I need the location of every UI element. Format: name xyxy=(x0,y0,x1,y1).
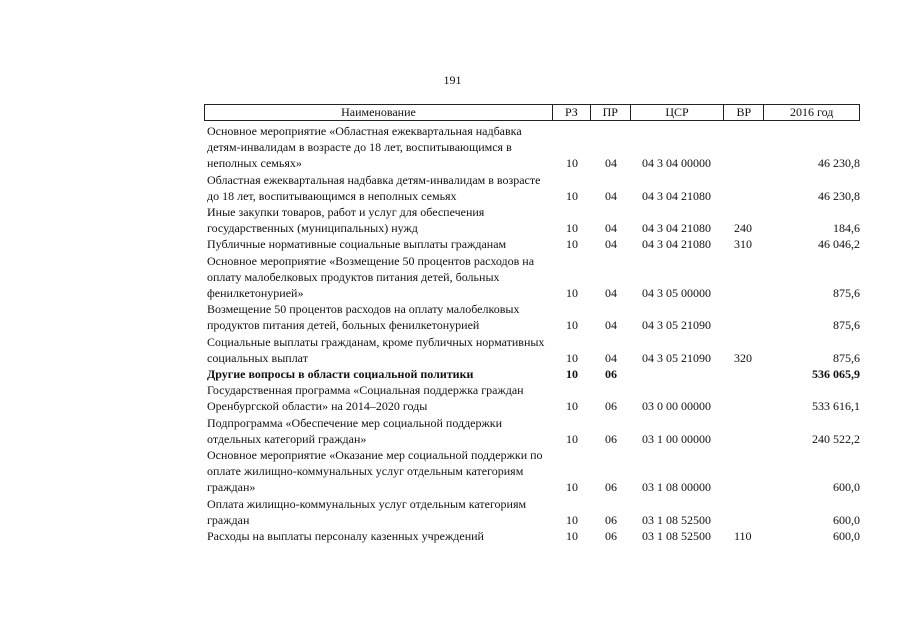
header-name: Наименование xyxy=(205,105,553,120)
table-row xyxy=(207,301,860,333)
row-name: Иные закупки товаров, работ и услуг для обеспечения государственных (муниципальных) нужд xyxy=(207,205,485,236)
row-amount: 875,6 xyxy=(833,286,860,301)
header-csr: ЦСР xyxy=(631,105,725,120)
header-year: 2016 год xyxy=(789,105,834,119)
row-rz: 10 xyxy=(566,367,578,382)
row-amount: 240 522,2 xyxy=(812,431,860,446)
table-row xyxy=(207,415,860,447)
row-rz: 10 xyxy=(566,286,578,301)
row-amount: 600,0 xyxy=(833,529,860,544)
row-name: Основное мероприятие «Областная ежеквартальная надбавка детям-инвалидам в возрасте до 18 лет, воспитывающимся в неполных семьях» xyxy=(207,124,522,171)
row-pr: 04 xyxy=(605,188,617,203)
row-name: Публичные нормативные социальные выплаты гражданам xyxy=(207,237,507,252)
table-row-section-total xyxy=(207,366,860,382)
row-pr: 04 xyxy=(605,237,617,252)
row-pr: 04 xyxy=(605,350,617,365)
row-name: Основное мероприятие «Возмещение 50 процентов расходов на оплату малобелковых продуктов питания детей, больных фенилкетонурией» xyxy=(207,253,535,301)
header-rz: РЗ xyxy=(553,105,591,120)
row-csr: 04 3 04 21080 xyxy=(642,221,711,236)
row-name: Основное мероприятие «Оказание мер социальной поддержки по оплате жилищно-коммунальных услуг отдельным категориям граждан» xyxy=(207,448,543,495)
row-rz: 10 xyxy=(566,221,578,236)
row-pr: 04 xyxy=(605,221,617,236)
table-row xyxy=(207,253,860,302)
row-rz: 10 xyxy=(566,480,578,495)
table-body xyxy=(207,123,860,544)
row-pr: 04 xyxy=(605,286,617,301)
table-row xyxy=(207,334,860,366)
row-pr: 06 xyxy=(605,431,617,446)
row-amount: 46 046,2 xyxy=(818,237,860,252)
row-amount: 46 230,8 xyxy=(818,156,860,171)
row-amount: 533 616,1 xyxy=(812,399,860,414)
row-amount: 536 065,9 xyxy=(812,367,860,382)
row-name: Государственная программа «Социальная поддержка граждан Оренбургской области» на 2014–2020 годы xyxy=(207,383,524,414)
row-csr: 03 1 00 00000 xyxy=(642,431,711,446)
row-name: Социальные выплаты гражданам, кроме публичных нормативных социальных выплат xyxy=(207,334,545,365)
row-csr: 04 3 04 21080 xyxy=(642,237,711,252)
row-rz: 10 xyxy=(566,399,578,414)
row-amount: 875,6 xyxy=(833,350,860,365)
table-row xyxy=(207,236,860,252)
page-number: 191 xyxy=(443,73,462,87)
row-name: Подпрограмма «Обеспечение мер социальной поддержки отдельных категорий граждан» xyxy=(207,415,503,446)
table-row xyxy=(207,204,860,236)
row-vr: 320 xyxy=(734,350,752,365)
row-pr: 06 xyxy=(605,512,617,527)
row-csr: 04 3 04 21080 xyxy=(642,188,711,203)
row-rz: 10 xyxy=(566,237,578,252)
row-rz: 10 xyxy=(566,156,578,171)
row-pr: 06 xyxy=(605,480,617,495)
row-vr: 240 xyxy=(734,221,752,236)
row-csr: 04 3 05 00000 xyxy=(642,286,711,301)
row-csr: 03 0 00 00000 xyxy=(642,399,711,414)
row-name: Другие вопросы в области социальной политики xyxy=(207,367,474,382)
row-pr: 04 xyxy=(605,318,617,333)
row-csr: 03 1 08 52500 xyxy=(642,512,711,527)
row-rz: 10 xyxy=(566,512,578,527)
row-rz: 10 xyxy=(566,431,578,446)
row-amount: 600,0 xyxy=(833,480,860,495)
row-name: Возмещение 50 процентов расходов на оплату малобелковых продуктов питания детей, больных фенилкетонурией xyxy=(207,302,520,333)
row-csr: 04 3 04 00000 xyxy=(642,156,711,171)
row-rz: 10 xyxy=(566,188,578,203)
table-row xyxy=(207,528,860,544)
header-pr: ПР xyxy=(591,105,631,120)
table-row xyxy=(207,496,860,528)
row-vr: 110 xyxy=(734,529,752,544)
row-rz: 10 xyxy=(566,529,578,544)
table-header xyxy=(204,104,860,121)
row-csr: 04 3 05 21090 xyxy=(642,350,711,365)
row-amount: 46 230,8 xyxy=(818,188,860,203)
row-amount: 600,0 xyxy=(833,512,860,527)
row-name: Оплата жилищно-коммунальных услуг отдельным категориям граждан xyxy=(207,496,527,527)
row-amount: 184,6 xyxy=(833,221,860,236)
row-csr: 03 1 08 00000 xyxy=(642,480,711,495)
row-rz: 10 xyxy=(566,350,578,365)
row-vr: 310 xyxy=(734,237,752,252)
table-row xyxy=(207,447,860,496)
row-pr: 06 xyxy=(605,529,617,544)
row-pr: 06 xyxy=(605,399,617,414)
table-row xyxy=(207,382,860,414)
row-pr: 04 xyxy=(605,156,617,171)
row-name: Расходы на выплаты персоналу казенных учреждений xyxy=(207,529,484,544)
row-rz: 10 xyxy=(566,318,578,333)
row-csr: 03 1 08 52500 xyxy=(642,529,711,544)
table-row xyxy=(207,172,860,204)
table-row xyxy=(207,123,860,172)
row-pr: 06 xyxy=(605,367,617,382)
row-amount: 875,6 xyxy=(833,318,860,333)
row-name: Областная ежеквартальная надбавка детям-инвалидам в возрасте до 18 лет, воспитывающимся в неполных семьях xyxy=(207,172,541,203)
row-csr: 04 3 05 21090 xyxy=(642,318,711,333)
header-vr: ВР xyxy=(724,105,764,120)
